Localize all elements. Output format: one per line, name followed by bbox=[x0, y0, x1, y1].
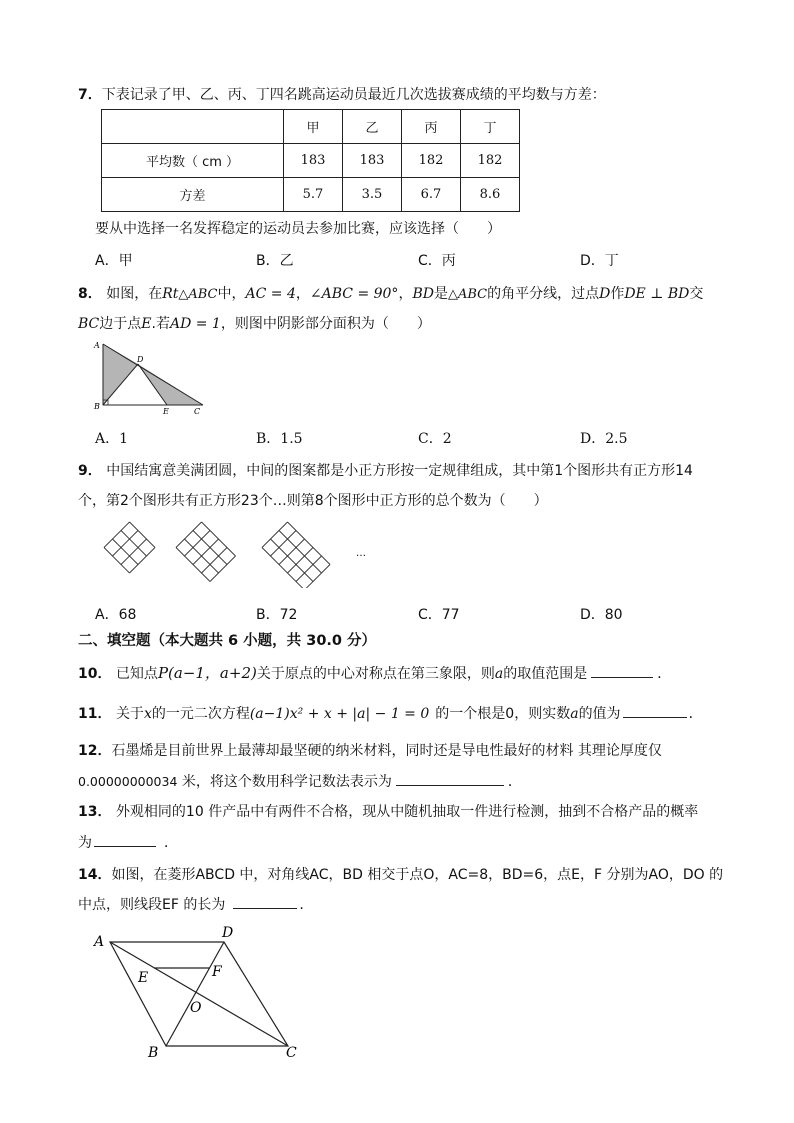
knot-line bbox=[271, 539, 314, 582]
q14-line2 bbox=[78, 894, 304, 914]
knot-line bbox=[262, 548, 305, 589]
q8-label-e: E bbox=[163, 407, 169, 416]
q8-text: 如图，在 bbox=[106, 286, 163, 302]
q8-text: 是 bbox=[433, 286, 448, 302]
table-row bbox=[102, 178, 520, 212]
table-cell: 方差 bbox=[102, 178, 284, 212]
q13-text: 外观相同的10 件产品中有两件不合格，现从中随机抽取一件进行检测，抽到不合格产品的概率 bbox=[115, 804, 699, 820]
q8-label-a: A bbox=[94, 341, 100, 350]
q14-number: 14． bbox=[78, 867, 112, 883]
q8-triangle: △ABC bbox=[178, 287, 218, 302]
table-header-cell: 丙 bbox=[402, 110, 461, 144]
q8-label-d: D bbox=[137, 355, 144, 364]
table-header-cell: 丁 bbox=[461, 110, 520, 144]
q14-text: 如图，在菱形ABCD 中，对角线AC，BD 相交于点O，AC=8，BD=6，点E，F 分别为AO，DO 的 bbox=[111, 867, 724, 883]
table-cell: 5.7 bbox=[284, 178, 343, 212]
q14-label-e: E bbox=[138, 970, 149, 986]
q9-line2: 个，第2个图形共有正方形23个…则第8个图形中正方形的总个数为（ ） bbox=[78, 493, 548, 509]
q7-stem-text: 下表记录了甲、乙、丙、丁四名跳高运动员最近几次选拔赛成绩的平均数与方差： bbox=[101, 87, 606, 103]
q7-option-a: A．甲 bbox=[95, 253, 133, 269]
table-cell: 6.7 bbox=[402, 178, 461, 212]
q10-text: 的取值范围是 bbox=[503, 666, 588, 682]
q8-text: 作 bbox=[610, 286, 625, 302]
q8-label-c: C bbox=[194, 407, 201, 416]
table-cell: 8.6 bbox=[461, 178, 520, 212]
q8-text: 中， bbox=[217, 286, 246, 302]
q14-label-f: F bbox=[212, 964, 222, 980]
table-cell: 183 bbox=[284, 144, 343, 178]
q7-number: 7． bbox=[78, 87, 102, 103]
q10-end: ． bbox=[657, 666, 672, 682]
table-cell: 平均数（ cm ） bbox=[102, 144, 284, 178]
q13-text: 为 bbox=[78, 835, 92, 851]
q8-text: 的角平分线，过点 bbox=[487, 286, 600, 302]
q7-option-d: D．丁 bbox=[580, 253, 619, 269]
q9-option-d: D．80 bbox=[580, 607, 623, 623]
q12-answer-blank[interactable] bbox=[396, 771, 504, 786]
q9-knot-figures bbox=[100, 520, 380, 588]
table-header-cell: 乙 bbox=[343, 110, 402, 144]
q13-answer-blank[interactable] bbox=[94, 832, 156, 847]
q11-var: a bbox=[570, 706, 579, 722]
q8-triangle-figure bbox=[90, 338, 210, 418]
knot-patterns bbox=[104, 522, 330, 588]
q14-label-a: A bbox=[94, 934, 105, 950]
table-header-cell: 甲 bbox=[284, 110, 343, 144]
q12-value: 0.00000000034 bbox=[78, 774, 178, 789]
q12-line2 bbox=[78, 771, 522, 791]
q8-text: ，则图中阴影部分面积为（ ） bbox=[220, 316, 431, 332]
q8-ac: AC = 4 bbox=[245, 286, 296, 302]
q11-end: ． bbox=[688, 706, 703, 722]
q8-number: 8． bbox=[78, 286, 102, 302]
q8-text: .若 bbox=[151, 316, 170, 332]
q12-text: 米，将这个数用科学记数法表示为 bbox=[181, 774, 392, 790]
q9-option-a: A．68 bbox=[95, 607, 137, 623]
q12-line1 bbox=[78, 740, 662, 760]
q8-line2 bbox=[78, 313, 431, 333]
q14-end: . bbox=[299, 897, 304, 913]
q8-text: ， bbox=[398, 286, 413, 302]
q9-option-b: B．72 bbox=[256, 607, 298, 623]
q8-option-b: B．1.5 bbox=[256, 431, 303, 447]
q8-text: ， bbox=[295, 286, 310, 302]
q11-answer-blank[interactable] bbox=[623, 703, 687, 718]
q11-equation: (a−1)x² + x + |a| − 1 = 0 bbox=[249, 706, 430, 722]
q14-label-b: B bbox=[148, 1045, 159, 1061]
q9-ellipsis: … bbox=[356, 548, 366, 559]
q14-label-o: O bbox=[190, 1000, 202, 1016]
q8-option-a: A．1 bbox=[95, 431, 129, 447]
q14-line1 bbox=[78, 864, 723, 884]
q8-text: 边于点 bbox=[99, 316, 142, 332]
q11-text: 的值为 bbox=[578, 706, 621, 722]
q13-number: 13． bbox=[78, 804, 112, 820]
q8-de-bd: DE ⊥ BD bbox=[624, 286, 690, 302]
table-cell: 183 bbox=[343, 144, 402, 178]
q8-option-c: C．2 bbox=[418, 431, 452, 447]
q10-text: 关于原点的中心对称点在第三象限，则 bbox=[256, 666, 495, 682]
q12-number: 12． bbox=[78, 743, 112, 759]
q7-score-table bbox=[101, 109, 520, 212]
table-cell: 3.5 bbox=[343, 178, 402, 212]
q9-line1 bbox=[78, 460, 693, 480]
q12-text: 石墨烯是目前世界上最薄却最坚硬的纳米材料，同时还是导电性最好的材料 其理论厚度仅 bbox=[111, 743, 662, 759]
q7-stem bbox=[78, 84, 606, 104]
q8-point-e: E bbox=[141, 316, 152, 332]
q13-end: ． bbox=[164, 835, 178, 851]
q8-line1 bbox=[78, 283, 703, 303]
q11-line bbox=[78, 703, 703, 723]
q11-text: 的一元二次方程 bbox=[151, 706, 250, 722]
table-header-row bbox=[102, 110, 520, 144]
q7-option-b: B．乙 bbox=[256, 253, 294, 269]
q9-text: 中国结寓意美满团圆，中间的图案都是小正方形按一定规律组成，其中第1个图形共有正方形14 bbox=[106, 463, 693, 479]
knot-line bbox=[288, 522, 331, 565]
q8-rt: Rt bbox=[162, 286, 179, 302]
q14-text: 中点，则线段EF 的长为 bbox=[78, 897, 226, 913]
q13-line1 bbox=[78, 801, 698, 821]
q7-question: 要从中选择一名发挥稳定的运动员去参加比赛，应该选择（ ） bbox=[95, 221, 501, 237]
table-row bbox=[102, 144, 520, 178]
q8-label-b: B bbox=[94, 402, 100, 411]
q8-option-d: D．2.5 bbox=[580, 431, 628, 447]
q9-option-c: C．77 bbox=[418, 607, 460, 623]
q8-point-d: D bbox=[599, 286, 611, 302]
q11-number: 11． bbox=[78, 706, 112, 722]
q11-text: 的一个根是0，则实数 bbox=[435, 706, 571, 722]
q8-text: 交 bbox=[689, 286, 704, 302]
q9-number: 9． bbox=[78, 463, 102, 479]
q8-bd: BD bbox=[412, 286, 434, 302]
q8-angle: ∠ABC = 90° bbox=[309, 286, 399, 302]
q11-text: 关于 bbox=[115, 706, 144, 722]
q10-number: 10． bbox=[78, 666, 112, 682]
q8-bc: BC bbox=[78, 316, 100, 332]
q12-end: ． bbox=[507, 774, 522, 790]
q10-text: 已知点 bbox=[115, 666, 158, 682]
q10-point: P(a−1，a+2) bbox=[157, 664, 257, 682]
q14-label-d: D bbox=[222, 925, 234, 941]
q14-answer-blank[interactable] bbox=[233, 894, 297, 909]
knot-line bbox=[279, 531, 322, 574]
q13-line2 bbox=[78, 832, 178, 852]
q8-triangle2: △ABC bbox=[447, 287, 488, 302]
q8-ad: AD = 1 bbox=[169, 316, 221, 332]
q7-option-c: C．丙 bbox=[418, 253, 456, 269]
q11-x: x bbox=[143, 706, 152, 722]
section2-title: 二、填空题（本大题共 6 小题，共 30.0 分） bbox=[78, 633, 377, 649]
table-cell: 182 bbox=[402, 144, 461, 178]
table-cell: 182 bbox=[461, 144, 520, 178]
q10-answer-blank[interactable] bbox=[591, 663, 653, 678]
q14-label-c: C bbox=[286, 1045, 297, 1061]
q14-rhombus-figure bbox=[88, 920, 310, 1062]
table-header-cell bbox=[102, 110, 284, 144]
q10-line bbox=[78, 662, 671, 683]
q10-var: a bbox=[494, 666, 504, 682]
